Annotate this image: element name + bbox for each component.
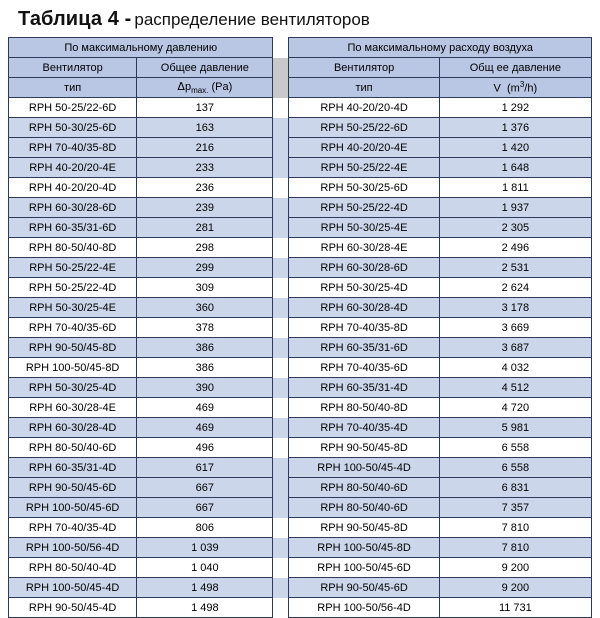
column-gap-fill	[273, 558, 289, 578]
cell-right-model: RPH 70-40/35-6D	[289, 358, 439, 378]
cell-right-value: 1 811	[439, 178, 591, 198]
cell-right-value: 1 648	[439, 158, 591, 178]
cell-left-model: RPH 70-40/35-6D	[9, 318, 137, 338]
table-row	[9, 278, 592, 298]
column-gap-fill	[273, 538, 289, 558]
table-row	[9, 558, 592, 578]
cell-left-model: RPH 80-50/40-6D	[9, 438, 137, 458]
cell-left-value: 386	[137, 338, 273, 358]
table-row	[9, 458, 592, 478]
cell-right-model: RPH 50-25/22-4D	[289, 198, 439, 218]
cell-right-value: 2 305	[439, 218, 591, 238]
table-group-header-row	[9, 38, 592, 58]
cell-right-value: 4 032	[439, 358, 591, 378]
table-row	[9, 438, 592, 458]
table-row	[9, 378, 592, 398]
subheader-right-value: Общ ее давление	[439, 58, 591, 78]
cell-right-model: RPH 50-25/22-6D	[289, 118, 439, 138]
pressure-unit: (Pa)	[211, 80, 233, 93]
cell-left-model: RPH 60-35/31-4D	[9, 458, 137, 478]
cell-right-model: RPH 100-50/56-4D	[289, 598, 439, 618]
column-gap-fill	[273, 198, 289, 218]
cell-left-model: RPH 60-30/28-6D	[9, 198, 137, 218]
cell-right-value: 2 531	[439, 258, 591, 278]
table-row	[9, 598, 592, 618]
column-gap-fill	[273, 158, 289, 178]
column-gap-fill	[273, 318, 289, 338]
fan-distribution-table	[8, 37, 592, 618]
page-title-text: распределение вентиляторов	[134, 10, 370, 29]
subheader-left-value: Общее давление	[137, 58, 273, 78]
cell-left-value: 469	[137, 418, 273, 438]
table-row	[9, 298, 592, 318]
pressure-symbol: p	[184, 80, 192, 93]
cell-left-value: 360	[137, 298, 273, 318]
cell-left-model: RPH 60-35/31-6D	[9, 218, 137, 238]
cell-right-value: 4 512	[439, 378, 591, 398]
column-gap-fill	[273, 258, 289, 278]
column-gap-fill	[273, 238, 289, 258]
cell-left-model: RPH 100-50/45-4D	[9, 578, 137, 598]
table-row	[9, 238, 592, 258]
cell-right-value: 3 669	[439, 318, 591, 338]
table-row	[9, 218, 592, 238]
cell-left-model: RPH 90-50/45-4D	[9, 598, 137, 618]
cell-left-model: RPH 50-30/25-4D	[9, 378, 137, 398]
cell-right-value: 3 178	[439, 298, 591, 318]
cell-left-value: 137	[137, 98, 273, 118]
cell-left-value: 239	[137, 198, 273, 218]
cell-left-value: 667	[137, 478, 273, 498]
cell-left-model: RPH 90-50/45-6D	[9, 478, 137, 498]
cell-right-model: RPH 60-35/31-4D	[289, 378, 439, 398]
cell-right-model: RPH 50-30/25-4E	[289, 218, 439, 238]
cell-right-model: RPH 80-50/40-6D	[289, 478, 439, 498]
cell-right-value: 1 420	[439, 138, 591, 158]
table-row	[9, 358, 592, 378]
cell-left-value: 236	[137, 178, 273, 198]
cell-left-model: RPH 80-50/40-8D	[9, 238, 137, 258]
table-row	[9, 178, 592, 198]
cell-left-model: RPH 50-25/22-6D	[9, 98, 137, 118]
cell-left-value: 163	[137, 118, 273, 138]
group-header-max-pressure: По максимальному давлению	[9, 38, 273, 58]
cell-left-model: RPH 50-25/22-4E	[9, 258, 137, 278]
cell-right-value: 1 376	[439, 118, 591, 138]
cell-left-value: 469	[137, 398, 273, 418]
column-gap-fill	[273, 378, 289, 398]
cell-right-model: RPH 70-40/35-4D	[289, 418, 439, 438]
cell-right-value: 6 558	[439, 458, 591, 478]
column-gap-fill	[273, 438, 289, 458]
cell-right-value: 7 810	[439, 518, 591, 538]
cell-left-model: RPH 40-20/20-4E	[9, 158, 137, 178]
unitheader-left-model: тип	[9, 78, 137, 98]
cell-left-model: RPH 80-50/40-4D	[9, 558, 137, 578]
cell-right-value: 11 731	[439, 598, 591, 618]
column-gap-fill	[273, 478, 289, 498]
cell-left-value: 233	[137, 158, 273, 178]
cell-right-value: 3 687	[439, 338, 591, 358]
cell-right-model: RPH 50-30/25-4D	[289, 278, 439, 298]
cell-right-value: 9 200	[439, 578, 591, 598]
cell-left-value: 617	[137, 458, 273, 478]
table-body	[9, 98, 592, 618]
column-gap-fill	[273, 298, 289, 318]
cell-right-value: 7 357	[439, 498, 591, 518]
cell-right-value: 1 292	[439, 98, 591, 118]
cell-right-model: RPH 60-30/28-4D	[289, 298, 439, 318]
flow-symbol: V	[493, 82, 501, 95]
table-row	[9, 538, 592, 558]
cell-right-model: RPH 90-50/45-8D	[289, 518, 439, 538]
table-row	[9, 338, 592, 358]
table-row	[9, 258, 592, 278]
cell-right-value: 6 558	[439, 438, 591, 458]
column-gap-fill	[273, 518, 289, 538]
cell-left-value: 298	[137, 238, 273, 258]
unitheader-right-value	[439, 78, 591, 98]
column-gap-fill	[273, 338, 289, 358]
cell-left-value: 1 498	[137, 598, 273, 618]
cell-left-model: RPH 50-30/25-6D	[9, 118, 137, 138]
table-unit-header-row	[9, 78, 592, 98]
table-row	[9, 138, 592, 158]
cell-right-model: RPH 90-50/45-8D	[289, 438, 439, 458]
cell-left-model: RPH 100-50/45-8D	[9, 358, 137, 378]
cell-right-model: RPH 100-50/45-4D	[289, 458, 439, 478]
column-gap-fill	[273, 358, 289, 378]
table-row	[9, 398, 592, 418]
cell-right-value: 5 981	[439, 418, 591, 438]
column-gap-fill	[273, 118, 289, 138]
unitheader-left-value	[137, 78, 273, 98]
cell-right-value: 9 200	[439, 558, 591, 578]
column-gap-fill	[273, 578, 289, 598]
cell-left-value: 1 040	[137, 558, 273, 578]
unitheader-right-model: тип	[289, 78, 439, 98]
pressure-subscript: max.	[191, 86, 209, 96]
group-header-max-airflow: По максимальному расходу воздуха	[289, 38, 592, 58]
table-row	[9, 198, 592, 218]
column-gap-fill	[273, 458, 289, 478]
column-gap-fill	[273, 418, 289, 438]
page-title-number: Таблица 4 -	[18, 8, 132, 30]
cell-left-value: 667	[137, 498, 273, 518]
cell-left-value: 299	[137, 258, 273, 278]
cell-right-value: 7 810	[439, 538, 591, 558]
cell-right-value: 4 720	[439, 398, 591, 418]
cell-left-model: RPH 90-50/45-8D	[9, 338, 137, 358]
cell-left-model: RPH 50-30/25-4E	[9, 298, 137, 318]
cell-left-model: RPH 40-20/20-4D	[9, 178, 137, 198]
cell-left-model: RPH 70-40/35-4D	[9, 518, 137, 538]
cell-right-model: RPH 70-40/35-8D	[289, 318, 439, 338]
subheader-left-model: Вентилятор	[9, 58, 137, 78]
cell-right-value: 2 496	[439, 238, 591, 258]
table-row	[9, 578, 592, 598]
flow-unit-tail: /h)	[524, 82, 538, 95]
flow-unit: (m	[507, 82, 520, 95]
cell-right-value: 6 831	[439, 478, 591, 498]
cell-left-value: 806	[137, 518, 273, 538]
cell-right-model: RPH 80-50/40-8D	[289, 398, 439, 418]
cell-right-model: RPH 60-30/28-6D	[289, 258, 439, 278]
cell-left-value: 281	[137, 218, 273, 238]
cell-right-model: RPH 50-30/25-6D	[289, 178, 439, 198]
table-row	[9, 498, 592, 518]
column-gap-fill	[273, 178, 289, 198]
cell-right-model: RPH 100-50/45-6D	[289, 558, 439, 578]
cell-left-value: 496	[137, 438, 273, 458]
cell-left-model: RPH 100-50/56-4D	[9, 538, 137, 558]
column-gap-fill	[273, 218, 289, 238]
cell-right-model: RPH 40-20/20-4D	[289, 98, 439, 118]
cell-left-model: RPH 60-30/28-4D	[9, 418, 137, 438]
cell-left-value: 390	[137, 378, 273, 398]
flow-unit-superscript: 3	[519, 80, 525, 90]
table-sub-header-row	[9, 58, 592, 78]
column-gap-fill	[273, 598, 289, 618]
delta-symbol: Δ	[177, 79, 185, 93]
cell-left-value: 1 498	[137, 578, 273, 598]
cell-left-value: 386	[137, 358, 273, 378]
cell-right-model: RPH 60-35/31-6D	[289, 338, 439, 358]
cell-left-model: RPH 70-40/35-8D	[9, 138, 137, 158]
cell-right-model: RPH 60-30/28-4E	[289, 238, 439, 258]
cell-left-value: 216	[137, 138, 273, 158]
cell-left-value: 378	[137, 318, 273, 338]
table-row	[9, 418, 592, 438]
table-row	[9, 518, 592, 538]
table-row	[9, 118, 592, 138]
column-gap-fill	[273, 58, 289, 78]
cell-left-value: 309	[137, 278, 273, 298]
cell-right-value: 1 937	[439, 198, 591, 218]
cell-right-model: RPH 80-50/40-6D	[289, 498, 439, 518]
subheader-right-model: Вентилятор	[289, 58, 439, 78]
cell-left-model: RPH 50-25/22-4D	[9, 278, 137, 298]
column-gap-fill	[273, 78, 289, 98]
table-row	[9, 478, 592, 498]
table-row	[9, 158, 592, 178]
table-row	[9, 98, 592, 118]
cell-left-model: RPH 100-50/45-6D	[9, 498, 137, 518]
column-gap-fill	[273, 398, 289, 418]
column-gap-fill	[273, 278, 289, 298]
column-gap-fill	[273, 498, 289, 518]
cell-right-model: RPH 100-50/45-8D	[289, 538, 439, 558]
column-gap	[273, 38, 289, 58]
column-gap-fill	[273, 138, 289, 158]
column-gap-fill	[273, 98, 289, 118]
cell-right-model: RPH 40-20/20-4E	[289, 138, 439, 158]
cell-left-model: RPH 60-30/28-4E	[9, 398, 137, 418]
cell-right-model: RPH 50-25/22-4E	[289, 158, 439, 178]
cell-left-value: 1 039	[137, 538, 273, 558]
table-row	[9, 318, 592, 338]
page-title	[0, 0, 600, 37]
cell-right-model: RPH 90-50/45-6D	[289, 578, 439, 598]
cell-right-value: 2 624	[439, 278, 591, 298]
